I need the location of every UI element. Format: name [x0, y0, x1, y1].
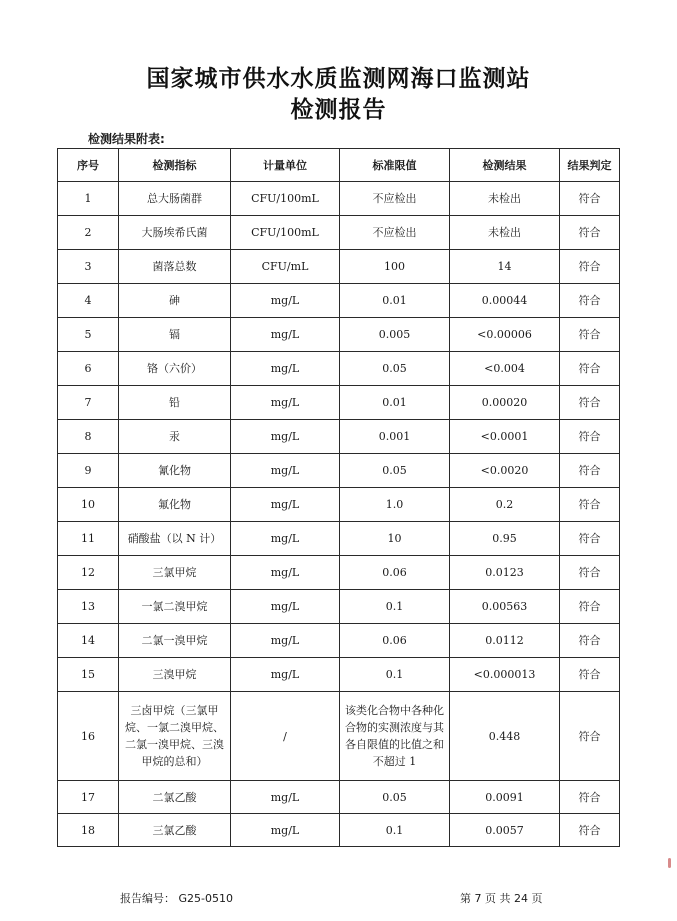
cell-result: 14 — [450, 250, 560, 284]
cell-result: 0.0123 — [450, 556, 560, 590]
cell-judgment: 符合 — [560, 352, 620, 386]
table-row — [58, 420, 620, 454]
col-header-limit: 标准限值 — [340, 149, 450, 182]
cell-judgment: 符合 — [560, 454, 620, 488]
col-header-judgment: 结果判定 — [560, 149, 620, 182]
cell-indicator: 一氯二溴甲烷 — [119, 590, 231, 624]
cell-limit: 不应检出 — [340, 182, 450, 216]
cell-judgment: 符合 — [560, 624, 620, 658]
cell-indicator: 菌落总数 — [119, 250, 231, 284]
cell-indicator: 三氯乙酸 — [119, 814, 231, 847]
cell-result: 0.2 — [450, 488, 560, 522]
cell-limit: 0.05 — [340, 454, 450, 488]
cell-number: 15 — [58, 658, 119, 692]
table-row — [58, 556, 620, 590]
cell-indicator: 铅 — [119, 386, 231, 420]
cell-limit: 0.06 — [340, 556, 450, 590]
cell-indicator: 三溴甲烷 — [119, 658, 231, 692]
cell-result: 未检出 — [450, 182, 560, 216]
table-row — [58, 352, 620, 386]
report-title: 国家城市供水水质监测网海口监测站 — [146, 66, 531, 92]
table-row — [58, 454, 620, 488]
cell-unit: mg/L — [231, 386, 340, 420]
table-row — [58, 182, 620, 216]
cell-unit: mg/L — [231, 522, 340, 556]
cell-result: 0.0112 — [450, 624, 560, 658]
table-row — [58, 590, 620, 624]
cell-indicator: 二氯乙酸 — [119, 781, 231, 814]
cell-judgment: 符合 — [560, 420, 620, 454]
table-row — [58, 386, 620, 420]
cell-result: 0.00563 — [450, 590, 560, 624]
cell-indicator: 铬（六价） — [119, 352, 231, 386]
table-row — [58, 522, 620, 556]
cell-result: <0.000013 — [450, 658, 560, 692]
cell-result: <0.0020 — [450, 454, 560, 488]
cell-judgment: 符合 — [560, 590, 620, 624]
cell-judgment: 符合 — [560, 814, 620, 847]
cell-unit: CFU/100mL — [231, 182, 340, 216]
cell-limit: 0.1 — [340, 814, 450, 847]
cell-number: 5 — [58, 318, 119, 352]
cell-number: 8 — [58, 420, 119, 454]
cell-judgment: 符合 — [560, 318, 620, 352]
cell-judgment: 符合 — [560, 522, 620, 556]
cell-judgment: 符合 — [560, 182, 620, 216]
cell-indicator: 三卤甲烷（三氯甲烷、一氯二溴甲烷、二氯一溴甲烷、三溴甲烷的总和） — [119, 692, 231, 781]
cell-indicator: 氰化物 — [119, 454, 231, 488]
cell-number: 2 — [58, 216, 119, 250]
cell-result: 0.0057 — [450, 814, 560, 847]
table-row — [58, 658, 620, 692]
cell-indicator: 二氯一溴甲烷 — [119, 624, 231, 658]
cell-judgment: 符合 — [560, 250, 620, 284]
cell-number: 6 — [58, 352, 119, 386]
cell-result: 未检出 — [450, 216, 560, 250]
cell-result: 0.00044 — [450, 284, 560, 318]
cell-unit: mg/L — [231, 352, 340, 386]
cell-result: <0.0001 — [450, 420, 560, 454]
cell-indicator: 汞 — [119, 420, 231, 454]
cell-limit: 100 — [340, 250, 450, 284]
cell-result: <0.004 — [450, 352, 560, 386]
col-header-number: 序号 — [58, 149, 119, 182]
cell-number: 7 — [58, 386, 119, 420]
cell-limit: 0.01 — [340, 284, 450, 318]
cell-limit: 0.01 — [340, 386, 450, 420]
cell-unit: mg/L — [231, 624, 340, 658]
cell-result: 0.00020 — [450, 386, 560, 420]
table-row — [58, 814, 620, 847]
cell-judgment: 符合 — [560, 781, 620, 814]
cell-indicator: 镉 — [119, 318, 231, 352]
cell-limit: 0.06 — [340, 624, 450, 658]
cell-limit: 10 — [340, 522, 450, 556]
cell-number: 10 — [58, 488, 119, 522]
cell-unit: mg/L — [231, 814, 340, 847]
cell-indicator: 硝酸盐（以 N 计） — [119, 522, 231, 556]
cell-judgment: 符合 — [560, 216, 620, 250]
cell-limit: 0.05 — [340, 781, 450, 814]
cell-limit: 该类化合物中各种化合物的实测浓度与其各自限值的比值之和不超过 1 — [340, 692, 450, 781]
cell-number: 16 — [58, 692, 119, 781]
cell-unit: mg/L — [231, 488, 340, 522]
cell-limit: 0.1 — [340, 590, 450, 624]
cell-number: 3 — [58, 250, 119, 284]
table-row — [58, 488, 620, 522]
cell-judgment: 符合 — [560, 386, 620, 420]
report-number: 报告编号： G25-0510 — [120, 892, 233, 905]
cell-number: 1 — [58, 182, 119, 216]
results-table — [57, 148, 620, 847]
table-row — [58, 318, 620, 352]
cell-number: 12 — [58, 556, 119, 590]
cell-limit: 0.05 — [340, 352, 450, 386]
cell-number: 18 — [58, 814, 119, 847]
report-subtitle: 检测报告 — [290, 97, 387, 123]
cell-unit: mg/L — [231, 420, 340, 454]
cell-judgment: 符合 — [560, 658, 620, 692]
margin-stamp-mark — [668, 858, 671, 868]
table-row — [58, 692, 620, 781]
cell-limit: 0.005 — [340, 318, 450, 352]
cell-indicator: 大肠埃希氏菌 — [119, 216, 231, 250]
cell-unit: mg/L — [231, 454, 340, 488]
cell-result: <0.00006 — [450, 318, 560, 352]
cell-number: 4 — [58, 284, 119, 318]
cell-unit: mg/L — [231, 318, 340, 352]
col-header-result: 检测结果 — [450, 149, 560, 182]
cell-limit: 0.001 — [340, 420, 450, 454]
table-row — [58, 284, 620, 318]
cell-number: 11 — [58, 522, 119, 556]
cell-number: 17 — [58, 781, 119, 814]
cell-unit: / — [231, 692, 340, 781]
cell-judgment: 符合 — [560, 556, 620, 590]
header-row — [58, 149, 620, 182]
cell-number: 13 — [58, 590, 119, 624]
cell-limit: 1.0 — [340, 488, 450, 522]
cell-limit: 不应检出 — [340, 216, 450, 250]
cell-unit: mg/L — [231, 284, 340, 318]
cell-judgment: 符合 — [560, 488, 620, 522]
cell-indicator: 三氯甲烷 — [119, 556, 231, 590]
cell-indicator: 氟化物 — [119, 488, 231, 522]
table-row — [58, 781, 620, 814]
cell-number: 9 — [58, 454, 119, 488]
page-number: 第 7 页 共 24 页 — [460, 892, 543, 905]
cell-unit: CFU/100mL — [231, 216, 340, 250]
table-row — [58, 250, 620, 284]
cell-indicator: 总大肠菌群 — [119, 182, 231, 216]
cell-unit: mg/L — [231, 781, 340, 814]
cell-limit: 0.1 — [340, 658, 450, 692]
cell-indicator: 砷 — [119, 284, 231, 318]
cell-unit: mg/L — [231, 590, 340, 624]
cell-judgment: 符合 — [560, 692, 620, 781]
cell-result: 0.95 — [450, 522, 560, 556]
cell-unit: mg/L — [231, 658, 340, 692]
cell-judgment: 符合 — [560, 284, 620, 318]
cell-unit: CFU/mL — [231, 250, 340, 284]
col-header-unit: 计量单位 — [231, 149, 340, 182]
col-header-indicator: 检测指标 — [119, 149, 231, 182]
cell-result: 0.448 — [450, 692, 560, 781]
table-caption: 检测结果附表: — [88, 132, 165, 146]
table-row — [58, 216, 620, 250]
table-row — [58, 624, 620, 658]
cell-unit: mg/L — [231, 556, 340, 590]
cell-result: 0.0091 — [450, 781, 560, 814]
cell-number: 14 — [58, 624, 119, 658]
